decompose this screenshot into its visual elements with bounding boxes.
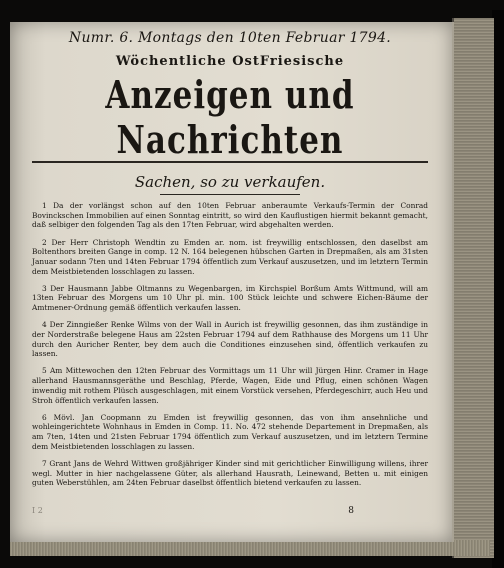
section-title: Sachen, so zu verkaufen.	[134, 173, 326, 191]
notice-item: 7 Grant Jans de Wehrd Wittwen großjähriger Kinder sind mit gerichtlicher Einwilligung willens, ihrer wegl. Mutter in hier nachgelassene Güter, als allerhand Hausrath, Leinewand, Betten u. mit einigen guten Weberstühlen, am 24ten Februar daselbst öffentlich bietend verkaufen zu lassen.	[32, 458, 428, 488]
notice-item: 1 Da der vorlängst schon auf den 10ten Februar anberaumte Verkaufs-Termin der Conrad Bovinckschen Immobilien auf einen Sonntag eintritt, so wird den Kauflustigen hiermit bekannt gemacht, daß selbiger den folgenden Tag als den 17ten Februar, wird abgehalten werden.	[32, 201, 428, 230]
notice-item: 3 Der Hausmann Jabbe Oltmanns zu Wegenbargen, im Kirchspiel Borßum Amts Wittmund, will am 13ten Februar des Morgens um 10 Uhr pl. min. 100 Stück leichte und schwere Eichen-Bäume der Amtmener-Ordnung gemäß öffentlich verkaufen lassen.	[32, 283, 428, 313]
notice-item: 6 Mövl. Jan Coopmann zu Emden ist freywillig gesonnen, das von ihm ansehnliche und wohleingerichtete Wohnhaus in Emden in Comp. 11. No. 472 stehende Departement in Drepmaßen, als am 7ten, 14ten und 21sten Februar 1794 öffentlich zum Verkauf auszusetzen, und im letztern Termine dem Meistbietenden losschlagen zu lassen.	[32, 412, 428, 451]
book-page-edges	[452, 18, 494, 558]
notice-item: 2 Der Herr Christoph Wendtin zu Emden ar. nom. ist freywillig entschlossen, den daselbst am Boltenthors breiten Gange in comp. 12 N. 164 belegenen hübschen Garten in Drepmaßen, als am 31sten Januar sodann 7ten und 14ten Februar 1794 öffentlich zum Verkauf auszusetzen, und im letztern Termin dem Meistbietenden losschlagen zu lassen.	[32, 237, 428, 276]
issue-line: Numr. 6. Montags den 10ten Februar 1794.	[68, 30, 392, 46]
masthead-title: Anzeigen und Nachrichten	[105, 73, 355, 163]
book-bottom-edge	[10, 540, 490, 556]
page-content	[32, 30, 428, 495]
publication-subtitle: Wöchentliche OstFriesische	[115, 54, 345, 69]
page-number: 8	[348, 506, 354, 516]
section-rule	[160, 194, 300, 195]
notice-item: 4 Der Zinngießer Renke Wilms von der Wall in Aurich ist freywillig gesonnen, das ihm zuständige in der Norderstraße belegene Haus am 22sten Februar 1794 auf dem Rathhause des Morgens um 11 Uhr durch den Auricher Renter, bey dem auch die Conditiones einzusehen sind, öffentlich verkaufen zu lassen.	[32, 320, 428, 359]
signature-mark: I 2	[32, 506, 43, 515]
notice-item: 5 Am Mittewochen den 12ten Februar des Vormittags um 11 Uhr will Jürgen Hinr. Cramer in Hage allerhand Hausmannsgeräthe und Beschlag, Pferde, Wagen, Eide und Pflug, einen schönen Wagen inwendig mit rothem Plüsch ausgeschlagen, mit einem Vorstück versehen, Pferdegeschirr, auch Heu und Stroh öffentlich verkaufen lassen.	[32, 366, 428, 405]
